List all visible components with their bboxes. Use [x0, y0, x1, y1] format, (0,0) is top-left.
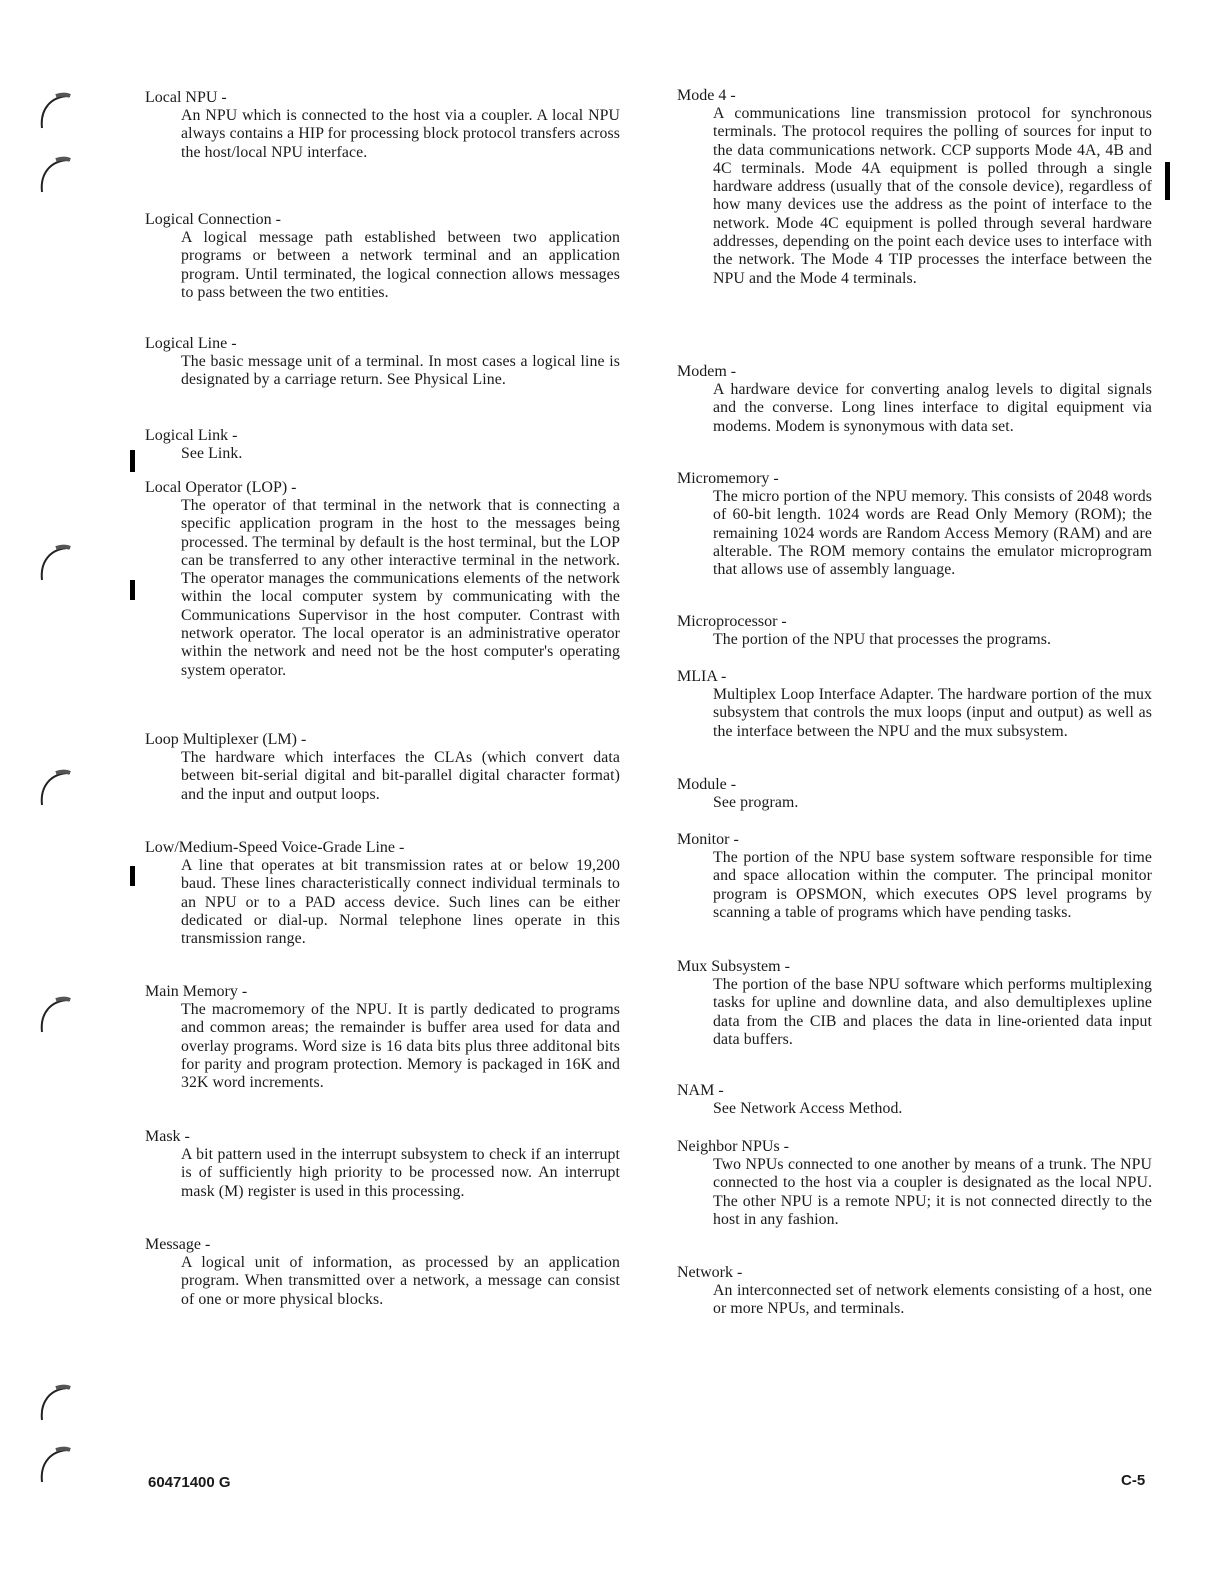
entry-term: Monitor -	[677, 831, 739, 848]
entry-term: MLIA -	[677, 668, 727, 685]
glossary-entry	[677, 362, 1152, 469]
entry-definition: An NPU which is connected to the host via a coupler. A local NPU always contains a HIP for processing block protocol transfers across the host/local NPU interface.	[181, 107, 620, 161]
glossary-entry	[145, 478, 620, 730]
entry-definition: The operator of that terminal in the network that is connecting a specific application program in the host to the messages being processed. The terminal by default is the host terminal, but the LOP can be transferred to any other interactive terminal in the network. The operator manages the communications elements of the network within the local computer system by communicating with the Communications Supervisor in the host computer. Contrast with network operator. The local operator is an administrative operator within the network and need not be the host computer's operating system operator.	[181, 497, 620, 679]
entry-term: Message -	[145, 1236, 211, 1253]
entry-definition: A logical unit of information, as processed by an application program. When transmitted over a network, a message can consist of one or more physical blocks.	[181, 1254, 620, 1308]
entry-definition: The portion of the NPU that processes the programs.	[713, 631, 1052, 648]
glossary-entry	[145, 1127, 620, 1235]
entry-term: Mux Subsystem -	[677, 958, 790, 975]
binder-hole-mark	[36, 1380, 72, 1426]
glossary-entry	[677, 1263, 1152, 1319]
glossary-entry	[145, 210, 620, 334]
entry-definition: A hardware device for converting analog levels to digital signals and the converse. Long lines interface to digital equipment via modems. Modem is synonymous with data set.	[713, 381, 1152, 435]
entry-definition: A line that operates at bit transmission rates at or below 19,200 baud. These lines characteristically connect individual terminals to an NPU or to a PAD access device. Such lines can be either dedicated or dial-up. Normal telephone lines operate in this transmission range.	[181, 857, 620, 948]
binder-hole-mark	[36, 88, 72, 134]
left-column	[145, 88, 620, 1309]
entry-definition: A communications line transmission protocol for synchronous terminals. The protocol requires the polling of sources for input to the data communications network. CCP supports Mode 4A, 4B and 4C terminals. Mode 4A equipment is polled through a single hardware address (usually that of the console device), regardless of how many devices use the address as the point of interface to the network. Mode 4C equipment is polled through several hardware addresses, depending on the point each device uses to interface with the network. The Mode 4 TIP processes the interface between the NPU and the Mode 4 terminals.	[713, 105, 1152, 287]
entry-term: Microprocessor -	[677, 613, 787, 630]
binder-hole-mark	[36, 152, 72, 198]
entry-term: Mask -	[145, 1128, 190, 1145]
binder-hole-mark	[36, 1442, 72, 1488]
entry-definition: An interconnected set of network elements consisting of a host, one or more NPUs, and terminals.	[713, 1282, 1152, 1318]
entry-term: Module -	[677, 776, 737, 793]
glossary-entry	[677, 1137, 1152, 1263]
entry-term: Modem -	[677, 363, 737, 380]
glossary-entry	[677, 830, 1152, 957]
document-number: 60471400 G	[148, 1474, 231, 1491]
change-bar	[1165, 162, 1170, 200]
binder-hole-mark	[36, 765, 72, 811]
entry-term: Micromemory -	[677, 470, 779, 487]
entry-definition: The micro portion of the NPU memory. This consists of 2048 words of 60-bit length. 1024 words are Read Only Memory (ROM); the remaining 1024 words are Random Access Memory (RAM) and are alterable. The ROM memory contains the emulator microprogram that allows use of assembly language.	[713, 488, 1152, 579]
entry-term: Logical Connection -	[145, 211, 281, 228]
change-bar	[130, 450, 135, 472]
entry-definition: See program.	[713, 794, 799, 811]
entry-definition: See Network Access Method.	[713, 1100, 903, 1117]
binder-hole-mark	[36, 992, 72, 1038]
entry-definition: See Link.	[181, 445, 243, 462]
entry-definition: The macromemory of the NPU. It is partly dedicated to programs and common areas; the remainder is buffer area used for data and overlay programs. Word size is 16 data bits plus three additonal bits for parity and program protection. Memory is packaged in 16K and 32K word increments.	[181, 1001, 620, 1092]
glossary-entry	[145, 730, 620, 838]
entry-term: Logical Line -	[145, 335, 237, 352]
glossary-entry	[677, 667, 1152, 775]
entry-definition: The portion of the base NPU software which performs multiplexing tasks for upline and downline data, and also demultiplexes upline data from the CIB and places the data in line-oriented data input data buffers.	[713, 976, 1152, 1048]
glossary-entry	[677, 612, 1152, 667]
entry-definition: The hardware which interfaces the CLAs (which convert data between bit-serial digital and bit-parallel digital character format) and the input and output loops.	[181, 749, 620, 803]
entry-definition: Multiplex Loop Interface Adapter. The hardware portion of the mux subsystem that controls the mux loops (input and output) as well as the interface between the NPU and the mux subsystem.	[713, 686, 1152, 740]
glossary-entry	[145, 88, 620, 210]
entry-term: Main Memory -	[145, 983, 248, 1000]
binder-hole-mark	[36, 540, 72, 586]
entry-definition: The portion of the NPU base system software responsible for time and space allocation within the computer. The principal monitor program is OPSMON, which executes OPS level programs by scanning a table of programs which have pending tasks.	[713, 849, 1152, 921]
glossary-entry	[677, 86, 1152, 362]
entry-term: Local NPU -	[145, 89, 227, 106]
page-number: C-5	[1121, 1472, 1146, 1489]
glossary-entry	[677, 775, 1152, 830]
glossary-entry	[677, 469, 1152, 612]
entry-term: Neighbor NPUs -	[677, 1138, 789, 1155]
entry-definition: Two NPUs connected to one another by means of a trunk. The NPU connected to the host via a coupler is designated as the local NPU. The other NPU is a remote NPU; it is not connected directly to the host in any fashion.	[713, 1156, 1152, 1228]
entry-term: Local Operator (LOP) -	[145, 479, 297, 496]
entry-definition: A logical message path established between two application programs or between a network terminal and an application program. Until terminated, the logical connection allows messages to pass between the two entities.	[181, 229, 620, 301]
entry-term: Low/Medium-Speed Voice-Grade Line -	[145, 839, 405, 856]
right-column	[677, 86, 1152, 1319]
change-bar	[130, 866, 135, 886]
entry-definition: The basic message unit of a terminal. In most cases a logical line is designated by a carriage return. See Physical Line.	[181, 353, 620, 389]
entry-term: NAM -	[677, 1082, 724, 1099]
glossary-entry	[145, 982, 620, 1127]
entry-term: Mode 4 -	[677, 87, 736, 104]
glossary-entry	[145, 426, 620, 478]
glossary-entry	[145, 1235, 620, 1309]
entry-term: Loop Multiplexer (LM) -	[145, 731, 307, 748]
glossary-entry	[677, 1081, 1152, 1137]
glossary-entry	[145, 838, 620, 982]
entry-definition: A bit pattern used in the interrupt subsystem to check if an interrupt is of sufficiently high priority to be processed now. An interrupt mask (M) register is used in this processing.	[181, 1146, 620, 1200]
entry-term: Logical Link -	[145, 427, 238, 444]
entry-term: Network -	[677, 1264, 743, 1281]
glossary-entry	[677, 957, 1152, 1081]
glossary-entry	[145, 334, 620, 426]
change-bar	[130, 580, 135, 600]
